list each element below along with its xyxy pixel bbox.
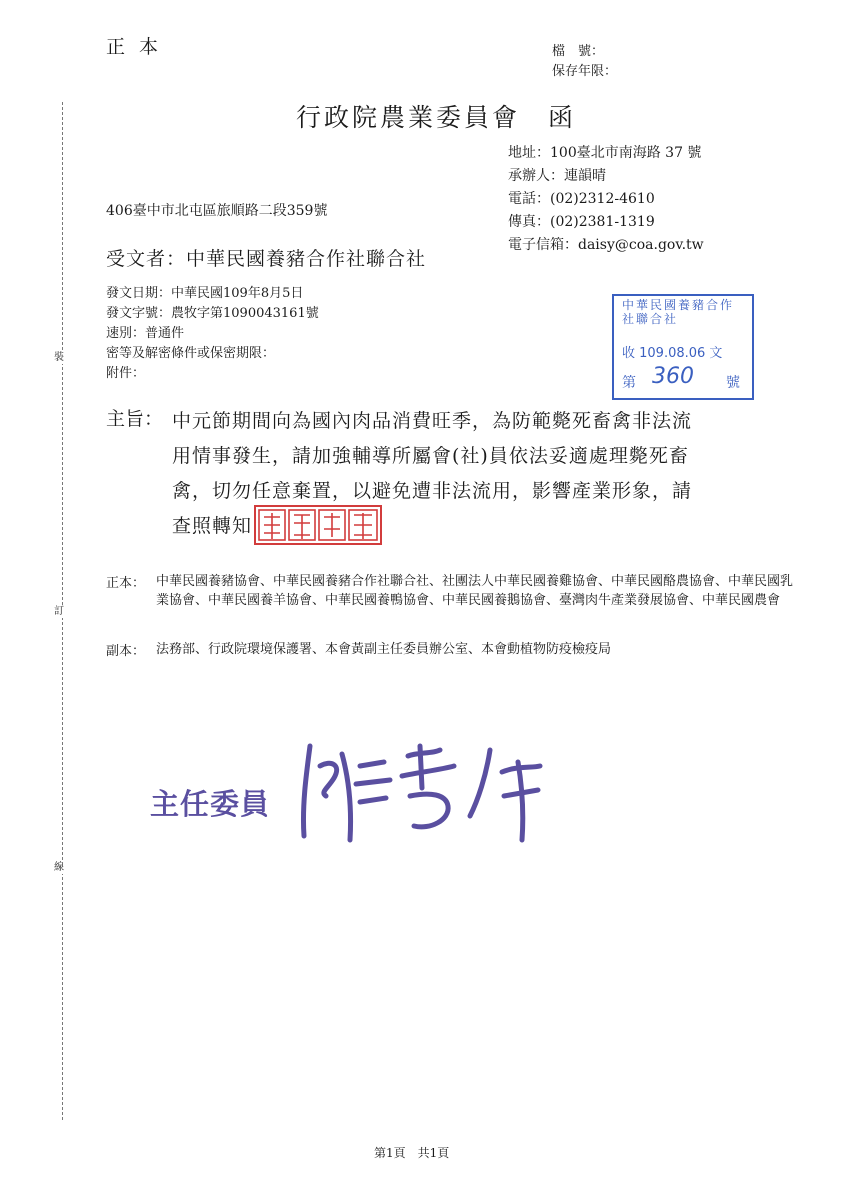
sender-info (508, 142, 704, 257)
subject-line: 禽，切勿任意棄置，以避免遭非法流用，影響產業形象，請 (172, 480, 693, 502)
recipient: 受文者：中華民國養豬合作社聯合社 (106, 248, 427, 270)
receipt-stamp (612, 294, 754, 400)
sender-phone: 電話：(02)2312-4610 (508, 191, 655, 207)
receipt-stamp-date: 收 109.08.06 文 (622, 346, 723, 361)
page-footer: 第1頁 共1頁 (374, 1146, 450, 1160)
signature-title: 主任委員 (150, 787, 271, 821)
copy-mark: 正本 (106, 36, 173, 58)
receipt-stamp-number: 360 (652, 364, 694, 389)
binding-mark-zhuang: 裝 (54, 352, 64, 363)
main-recipients: 中華民國養豬協會、中華民國養豬合作社聯合社、社團法人中華民國養雞協會、中華民國酪農協會、中華民國乳業協會、中華民國養羊協會、中華民國養鴨協會、中華民國養鵝協會、臺灣肉牛產業發展協會、中華民國農會 (156, 574, 794, 608)
sender-email: 電子信箱：daisy@coa.gov.tw (508, 237, 704, 253)
main-recipients-label: 正本： (106, 576, 146, 591)
file-number-label: 檔 號： (552, 44, 605, 59)
sender-fax: 傳真：(02)2381-1319 (508, 214, 655, 230)
subject-line: 查照轉知 (172, 515, 253, 537)
recipient-address: 406臺中市北屯區旅順路二段359號 (106, 203, 328, 219)
seal-pattern-icon (256, 507, 380, 543)
sender-contact: 承辦人：連韻晴 (508, 168, 606, 184)
copy-recipients-label: 副本： (106, 644, 146, 659)
office-seal (254, 505, 382, 545)
receipt-stamp-org: 中華民國養豬合作社聯合社 (622, 298, 735, 326)
binding-mark-xian: 線 (54, 862, 64, 873)
retention-label: 保存年限： (552, 64, 618, 79)
archive-info (552, 42, 617, 82)
handwritten-signature-icon (290, 736, 570, 846)
subject-label: 主旨： (106, 408, 164, 430)
signature-block (150, 736, 570, 846)
document-number: 發文字號：農牧字第1090043161號 (106, 306, 319, 321)
document-meta (106, 284, 319, 384)
delivery-speed: 速別：普通件 (106, 326, 185, 341)
sender-address: 地址：100臺北市南海路 37 號 (508, 145, 702, 161)
subject-line: 中元節期間向為國內肉品消費旺季，為防範斃死畜禽非法流 (172, 410, 693, 432)
secrecy-level: 密等及解密條件或保密期限： (106, 346, 276, 361)
issue-date: 發文日期：中華民國109年8月5日 (106, 286, 304, 301)
copy-recipients: 法務部、行政院環境保護署、本會黃副主任委員辦公室、本會動植物防疫檢疫局 (156, 642, 612, 657)
attachments: 附件： (106, 366, 146, 381)
receipt-stamp-prefix: 第 (622, 375, 636, 391)
subject-line: 用情事發生，請加強輔導所屬會(社)員依法妥適處理斃死畜 (172, 445, 689, 467)
document-title: 行政院農業委員會 函 (296, 103, 577, 132)
receipt-stamp-suffix: 號 (726, 375, 740, 391)
binding-mark-ding: 訂 (54, 606, 64, 617)
